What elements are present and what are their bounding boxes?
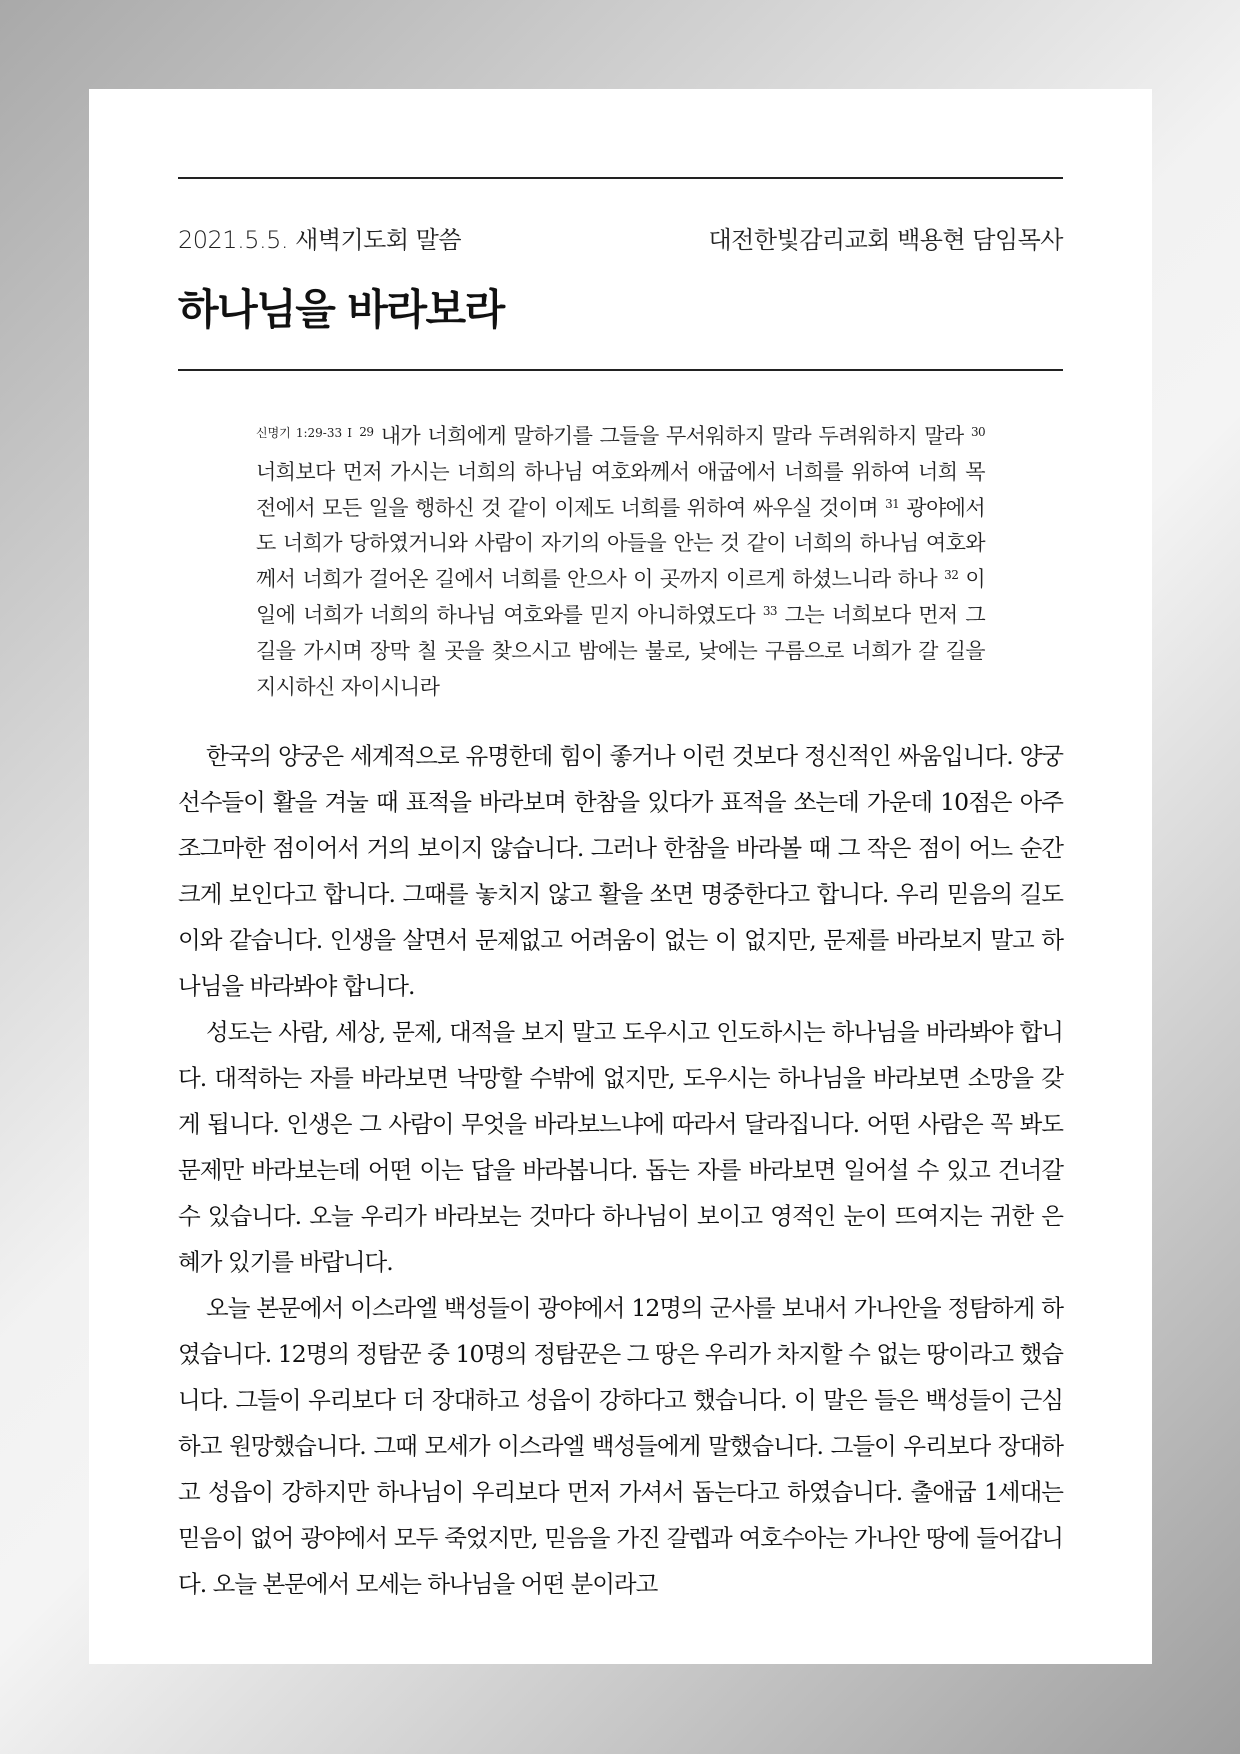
scripture-reference: 신명기 1:29-33 I: [256, 426, 352, 440]
verse-number: 29: [359, 425, 374, 439]
top-rule: [178, 177, 1063, 179]
verse-text: 광야에서도 너희가 당하였거니와 사람이 자기의 아들을 안는 것 같이 너희의 하나님 여호와께서 너희가 걸어온 길에서 너희를 안으사 이 곳까지 이르게 하셨느니라 하나: [256, 495, 986, 592]
body-paragraph: 한국의 양궁은 세계적으로 유명한데 힘이 좋거나 이런 것보다 정신적인 싸움입니다. 양궁 선수들이 활을 겨눌 때 표적을 바라보며 한참을 있다가 표적을 쏘는데 가운데 10점은 아주 조그마한 점이어서 거의 보이지 않습니다. 그러나 한참을 바라볼 때 그 작은 점이 어느 순간 크게 보인다고 합니다. 그때를 놓치지 않고 활을 쏘면 명중한다고 합니다. 우리 믿음의 길도 이와 같습니다. 인생을 살면서 문제없고 어려움이 없는 이 없지만, 문제를 바라보지 말고 하나님을 바라봐야 합니다.: [178, 742, 1063, 1000]
title-rule: [178, 369, 1063, 371]
service-date: 2021.5.5. 새벽기도회 말씀: [178, 226, 462, 254]
verse-number: 32: [944, 568, 959, 583]
body-paragraph: 성도는 사람, 세상, 문제, 대적을 보지 말고 도우시고 인도하시는 하나님을 바라봐야 합니다. 대적하는 자를 바라보면 낙망할 수밖에 없지만, 도우시는 하나님을 바라보면 소망을 갖게 됩니다. 인생은 그 사람이 무엇을 바라보느냐에 따라서 달라집니다. 어떤 사람은 꼭 봐도 문제만 바라보는데 어떤 이는 답을 바라봅니다. 돕는 자를 바라보면 일어설 수 있고 건너갈 수 있습니다. 오늘 우리가 바라보는 것마다 하나님이 보이고 영적인 눈이 뜨여지는 귀한 은혜가 있기를 바랍니다.: [178, 1018, 1063, 1276]
body-paragraph: 오늘 본문에서 이스라엘 백성들이 광야에서 12명의 군사를 보내서 가나안을 정탐하게 하였습니다. 12명의 정탐꾼 중 10명의 정탐꾼은 그 땅은 우리가 차지할 수 없는 땅이라고 했습니다. 그들이 우리보다 더 장대하고 성읍이 강하다고 했습니다. 이 말은 들은 백성들이 근심하고 원망했습니다. 그때 모세가 이스라엘 백성들에게 말했습니다. 그들이 우리보다 장대하고 성읍이 강하지만 하나님이 우리보다 먼저 가셔서 돕는다고 하였습니다. 출애굽 1세대는 믿음이 없어 광야에서 모두 죽었지만, 믿음을 가진 갈렙과 여호수아는 가나안 땅에 들어갑니다. 오늘 본문에서 모세는 하나님을 어떤 분이라고: [178, 1294, 1063, 1598]
header-meta: [178, 220, 1063, 254]
sermon-body: [178, 733, 1063, 1607]
verse-number: 33: [762, 603, 777, 618]
church-pastor: 대전한빛감리교회 백용현 담임목사: [708, 226, 1063, 254]
scripture-passage: [256, 416, 985, 705]
verse-number: 31: [885, 496, 900, 511]
document-page: [89, 89, 1152, 1664]
sermon-title: 하나님을 바라보라: [178, 285, 504, 334]
verse-number: 30: [970, 425, 986, 439]
verse-text: 그는 너희보다 먼저 그 길을 가시며 장막 칠 곳을 찾으시고 밤에는 불로, 낮에는 구름으로 너희가 갈 길을 지시하신 자이시니라: [256, 602, 986, 699]
verse-text: 이 일에 너희가 너희의 하나님 여호와를 믿지 아니하였도다: [256, 567, 986, 627]
verse-text: 너희보다 먼저 가시는 너희의 하나님 여호와께서 애굽에서 너희를 위하여 너희 목전에서 모든 일을 행하신 것 같이 이제도 너희를 위하여 싸우실 것이며: [256, 459, 985, 520]
verse-text: 내가 너희에게 말하기를 그들을 무서워하지 말라 두려워하지 말라: [380, 424, 964, 448]
